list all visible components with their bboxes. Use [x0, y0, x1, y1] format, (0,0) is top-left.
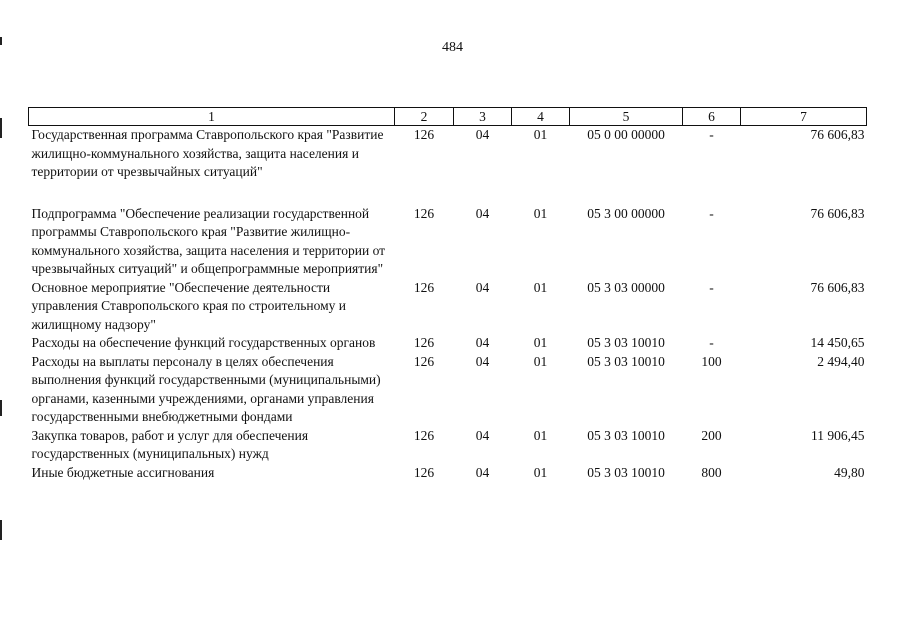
cell-expense-type: - — [709, 335, 714, 350]
cell-ministry: 126 — [413, 127, 435, 142]
cell-ministry: 126 — [413, 335, 435, 350]
table-row — [29, 205, 867, 279]
cell-subsection: 01 — [533, 353, 548, 369]
cell-target-article: 05 3 03 10010 — [587, 353, 665, 369]
table-row — [29, 464, 867, 483]
cell-amount: 76 606,83 — [810, 279, 865, 295]
table-row — [29, 427, 867, 464]
cell-ministry: 126 — [413, 279, 435, 295]
table-row — [29, 126, 867, 205]
header-row — [29, 108, 867, 126]
cell-ministry: 126 — [413, 464, 435, 480]
cell-ministry: 126 — [413, 205, 435, 221]
cell-subsection: 01 — [533, 335, 548, 350]
cell-expense-type: 800 — [701, 464, 722, 480]
row-name: Расходы на выплаты персоналу в целях обеспечения выполнения функций государственными (муниципальными) органами, казенными учреждениями, органами управления государственными внебюджетными фондами — [31, 353, 381, 424]
column-header: 1 — [29, 108, 395, 126]
cell-target-article: 05 0 00 00000 — [587, 127, 665, 142]
cell-expense-type: 200 — [701, 427, 722, 443]
margin-mark — [0, 118, 2, 138]
cell-section: 04 — [475, 335, 490, 350]
cell-amount: 2 494,40 — [817, 353, 865, 369]
row-name: Иные бюджетные ассигнования — [31, 464, 215, 480]
cell-expense-type: - — [709, 279, 714, 295]
column-header: 4 — [512, 108, 570, 126]
table-row — [29, 279, 867, 335]
margin-mark — [0, 400, 2, 416]
cell-ministry: 126 — [413, 427, 435, 443]
cell-amount: 76 606,83 — [810, 205, 865, 221]
row-name: Расходы на обеспечение функций государственных органов — [31, 335, 376, 350]
cell-section: 04 — [475, 353, 490, 369]
budget-table — [28, 107, 867, 482]
cell-expense-type: - — [709, 205, 714, 221]
cell-ministry: 126 — [413, 353, 435, 369]
margin-mark — [0, 520, 2, 540]
row-name: Подпрограмма "Обеспечение реализации государственной программы Ставропольского края "Развитие жилищно-коммунального хозяйства, защита населения и территории от чрезвычайных ситуаций" и общепрограммные мероприятия" — [31, 205, 386, 276]
cell-subsection: 01 — [533, 427, 548, 443]
cell-target-article: 05 3 03 10010 — [587, 427, 665, 443]
cell-target-article: 05 3 03 10010 — [587, 464, 665, 480]
row-name: Государственная программа Ставропольского края "Развитие жилищно-коммунального хозяйства, защита населения и территории от чрезвычайных ситуаций" — [31, 127, 384, 179]
table-row — [29, 353, 867, 427]
cell-amount: 11 906,45 — [811, 427, 865, 443]
column-header: 3 — [454, 108, 512, 126]
cell-subsection: 01 — [533, 279, 548, 295]
cell-subsection: 01 — [533, 205, 548, 221]
column-header: 2 — [395, 108, 454, 126]
cell-amount: 76 606,83 — [810, 127, 865, 142]
cell-target-article: 05 3 03 10010 — [587, 335, 665, 350]
cell-amount: 14 450,65 — [810, 335, 865, 350]
column-header: 5 — [570, 108, 683, 126]
column-header: 7 — [741, 108, 867, 126]
cell-expense-type: 100 — [701, 353, 722, 369]
cell-section: 04 — [475, 279, 490, 295]
row-name: Закупка товаров, работ и услуг для обеспечения государственных (муниципальных) нужд — [31, 427, 309, 461]
page-number: 484 — [442, 40, 463, 55]
cell-amount: 49,80 — [834, 464, 865, 480]
cell-section: 04 — [475, 427, 490, 443]
cell-section: 04 — [475, 127, 490, 142]
table-row — [29, 334, 867, 353]
cell-section: 04 — [475, 464, 490, 480]
row-name: Основное мероприятие "Обеспечение деятельности управления Ставропольского края по строительному и жилищному надзору" — [31, 279, 346, 332]
column-header: 6 — [683, 108, 741, 126]
cell-target-article: 05 3 00 00000 — [587, 205, 665, 221]
cell-subsection: 01 — [533, 127, 548, 142]
cell-subsection: 01 — [533, 464, 548, 480]
cell-target-article: 05 3 03 00000 — [587, 279, 665, 295]
cell-section: 04 — [475, 205, 490, 221]
cell-expense-type: - — [709, 127, 714, 142]
